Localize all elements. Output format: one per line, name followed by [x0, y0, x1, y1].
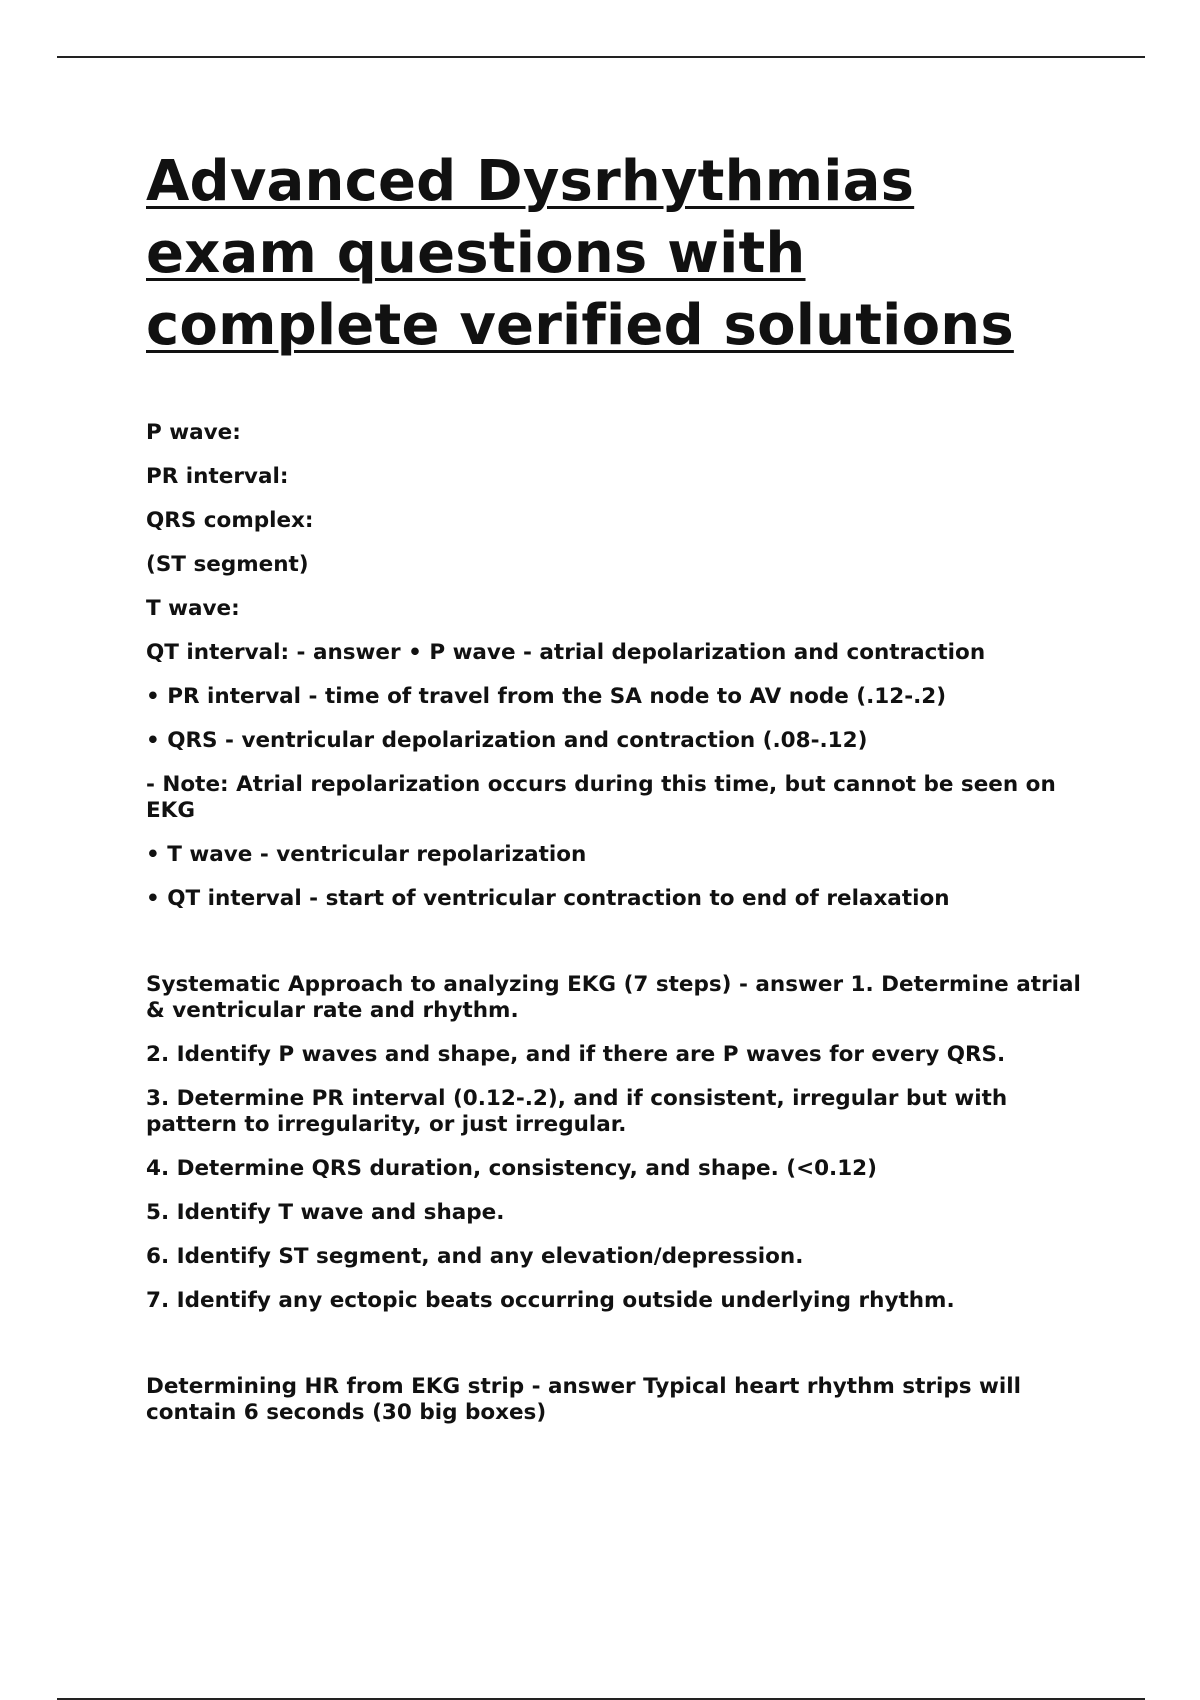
text-line: Determining HR from EKG strip - answer Typical heart rhythm strips will contain 6 seconds (30 big boxes) — [146, 1374, 1021, 1425]
text-line: • PR interval - time of travel from the SA node to AV node (.12-.2) — [146, 684, 947, 709]
text-line: 3. Determine PR interval (0.12-.2), and if consistent, irregular but with pattern to irregularity, or just irregular. — [146, 1086, 1008, 1137]
document-title: Advanced Dysrhythmias exam questions with complete verified solutions — [146, 149, 1014, 358]
text-line: 4. Determine QRS duration, consistency, and shape. (<0.12) — [146, 1156, 877, 1181]
text-line: T wave: — [146, 596, 240, 621]
text-line: - Note: Atrial repolarization occurs during this time, but cannot be seen on EKG — [146, 772, 1056, 823]
text-line: QT interval: - answer • P wave - atrial depolarization and contraction — [146, 640, 986, 665]
text-line: PR interval: — [146, 464, 289, 489]
text-line: 7. Identify any ectopic beats occurring outside underlying rhythm. — [146, 1288, 955, 1313]
section-ekg-waveforms — [146, 420, 1096, 912]
section-systematic-approach — [146, 972, 1096, 1314]
text-line: • QRS - ventricular depolarization and contraction (.08-.12) — [146, 728, 868, 753]
text-line: • T wave - ventricular repolarization — [146, 842, 587, 867]
document-body — [146, 146, 1096, 1444]
text-line: 5. Identify T wave and shape. — [146, 1200, 505, 1225]
text-line: 6. Identify ST segment, and any elevation/depression. — [146, 1244, 804, 1269]
top-rule — [57, 56, 1145, 58]
text-line: Systematic Approach to analyzing EKG (7 steps) - answer 1. Determine atrial & ventricular rate and rhythm. — [146, 972, 1081, 1023]
text-line: P wave: — [146, 420, 241, 445]
text-line: • QT interval - start of ventricular contraction to end of relaxation — [146, 886, 950, 911]
section-heart-rate — [146, 1374, 1096, 1426]
text-line: 2. Identify P waves and shape, and if there are P waves for every QRS. — [146, 1042, 1006, 1067]
text-line: (ST segment) — [146, 552, 309, 577]
text-line: QRS complex: — [146, 508, 314, 533]
